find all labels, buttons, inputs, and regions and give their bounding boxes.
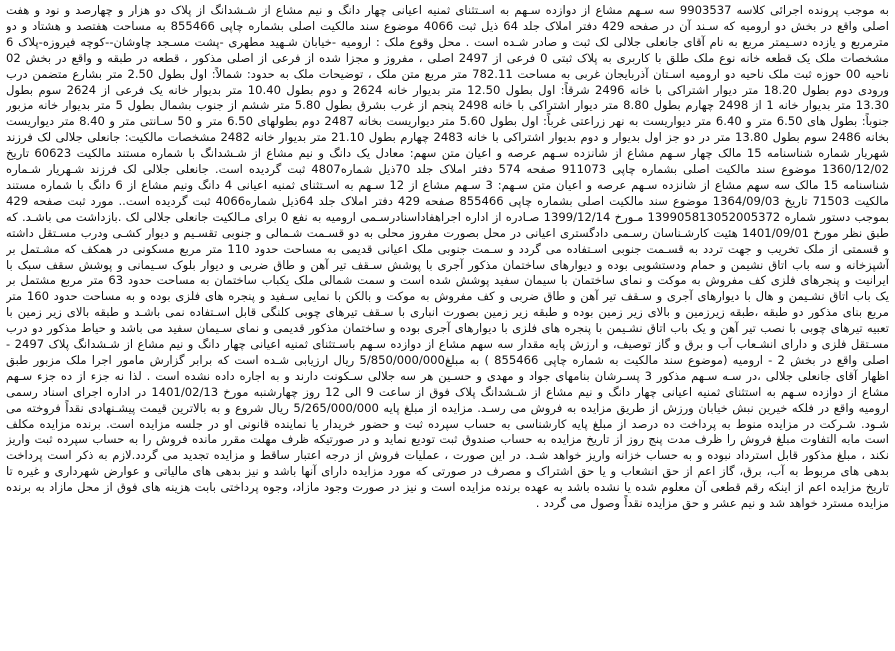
notice-body-text: به موجب پرونده اجرائی کلاسه 9903537 سه سـهم مشاع از دوازده سـهم به اسـتثنای ثمنیه اعیانی چهار دانگ و نیم مشاع از شـشدانگ از پلاک دو هزار و چهارصد و نود و هفت اصلی واقع در بخش دو ارومیه که سـند آن در صفحه 429 دفتر املاک جلد 64 ذیل ثبت 4066 موضوع سند مالکیت اصلی بشماره چاپی 855466 به مساحت هفتصد و هشتاد و دو مترمربع و یازده دسـیمتر مربع به نام آقای جانعلی جلالی لک ثبت و صادر شـده است . محل وقوع ملک : ارومیه -خیابان شـهید مطهری -پشت مسـجد چاوشان--کوچه فیروزه-پلاک 6 مشخصات ملک یک قطعه خانه نوع ملک طلق با کاربری به پلاک ثبتی 0 فرعی از 2497 اصلی ، مفروز و مجزا شده از فرعی از اصلی مذکور ، قطعه در طبقه و واقع در بخش 02 ناحیه 00 حوزه ثبت ملک ناحیه دو ارومیه اسـتان آذربایجان غربی به مساحت 782.11 متر مربع متن ملک ، توضیحات ملک به حدود: شمالاً: اول بطول 2.50 متر بشارع متضمن درب ورودی دوم بطول 18.20 متر دیوار اشتراکی با خانه 2496 شرقاً: اول بطول 12.50 متر بدیوار خانه 2624 و دوم بطول 10.40 متر بدیوار خانه یک فرعی از 2624 سوم بطول 13.30 متر بدیوار خانه 1 از 2498 چهارم بطول 8.80 متر دیوار اشتراکی با خانه 2498 پنجم از غرب بشرق بطول 5.80 متر ششم از جنوب بشمال بطول 5 متر بدیوار خانه مزبور جنوباً: بطول های 6.50 متر و 6.40 متر دیواریست به نهر زراعتی غرباً: اول بطول 5.60 متر دیواریست بخانه 2487 دوم بطولهای 6.50 متر و 50 سـانتی متر و 8.40 متر دیواریست بخانه 2486 سوم بطول 13.80 متر در دو جز اول بدیوار و دوم بدیوار اشتراکی با خانه 2483 چهارم بطول 21.10 متر بدیوار خانه 2482 مشخصات مالکیت: جانعلی جلالی لک فرزند شهریار شماره شناسنامه 15 مالک چهار سـهم مشاع از شانزده سـهم عرصه و اعیان متن سهم: معادل یک دانگ و نیم مشاع از شـشدانگ با شماره مستند مالکیت 60623 تاریخ 1360/12/02 موضوع سند مالکیت اصلی بشماره چاپی 911073 صفحه 574 دفتر املاک جلد 70ذیل شماره4807 ثبت گردیده است. جانعلی جلالی لک فرزند شـهریار شـماره شناسنامه 15 مالک سه سهم مشاع از شانزده سـهم عرصه و اعیان متن سـهم: 3 سـهم مشاع از 12 سـهم به اسـتثنای ثمنیه اعیانی 4 دانگ ونیم مشاع از 6 دانگ با شماره مستند مالکیت 71503 تاریخ 1364/09/03 موضوع سند مالکیت اصلی بشماره چاپی 855466 صفحه 429 دفتر املاک جلد 64ذیل شماره4066 ثبت گردیده است.. مورد ثبت صفحه 429 بموجب دستور شماره 139905813052005372 مـورخ 1399/12/14 صـادره از اداره اجراهفاداسنادرسـمی ارومیه به نفع 0 برای مـالکیت جانعلی جلالی لک .بازداشت می باشـد. که طبق نظر مورخ 1401/09/01 هئیت کارشـناسان رسـمی دادگستری اعیانی در محل بصورت مفروز محلی به دو قسـمت شـمالی و جنوبی تقسـیم و دیوار کشـی ودرب مسـتقل داشته و قسمتی از ملک تخریب و جهت تردد به قسـمت جنوبی اسـتفاده می گردد و سـمت جنوبی ملک اعیانی قدیمی به مساحت حدود 110 متر مربع مسکونی در همکف که مشـتمل بر آشپزخانه و سه باب اتاق نشیمن و حمام ودستشویی بوده و دیوارهای ساختمان مذکور آجری با پوشش سـقف تیر آهن و طاق ضربی و دیوار بلوک سـیمانی و پوشش سقف سبک با ایرانیت و پنجرهای فلزی کف مفروش به موکت و نمای ساختمان با سیمان سفید پوشش شده است و سمت شمالی ملک یکباب ساختمان به مساحت حدود 63 متر مربع مشتمل بر یک باب اتاق نشـیمن و هال با دیوارهای آجری و سـقف تیر آهن و طاق ضربی و کف مفروش به موکت و بالکن با نمایی سـفید و پنجره های فلزی بوده و به مساحت حدود 160 متر مربع بنای مذکور دو طبقه ،طبقه زیرزمین و بالای زیر زمین بوده و طبقه زیر زمین بصورت انباری با سـقف تیرهای چوبی کلنگی قابل اسـتفاده نمی باشـد و طبقه بالای زیر زمین با تعبیه تیرهای چوبی با نصب تیر آهن و یک باب اتاق نشـیمن با پنجره های فلزی با دیوارهای آجری بوده و ساختمان مذکور قدیمی و نمای سـیمان سفید می باشد و حیاط مذکور دو درب مسـتقل فلزی و دارای انشـعاب آب و برق و گاز توصیف، و ارزش پایه مقدار سه سهم مشاع از دوازده سـهم باسـتثنای ثمنیه اعیانی چهار دانگ و نیم مشاع از شـشدانگ پلاک 2497 - اصلی واقع در بخش 2 - ارومیه (موضوع سند مالکیت به شماره چاپی 855466 ) به مبلغ5/850/000/000 ریال ارزیابی شـده است که برابر گزارش مامور اجرا ملک مزبور طبق اظهار آقای جانعلی جلالی ،در سـه سـهم مذکور 3 پسـرشان بنامهای جواد و مهدی و حسـین هر سه جلالی سـکونت دارند و به اجاره داده نشده است . لذا نه جزء از ده جزء سـهم مشاع از دوازده سـهم به استثنای ثمنیه اعیانی چهار دانگ و نیم مشاع از شـشدانگ پلاک فوق از ساعت 9 الی 12 روز چهارشنبه مورخ 1401/02/13 در اداره اجرای اسناد رسمی ارومیه واقع در فلکه خیرین نبش خیابان ورزش از طریق مزایده به فروش می رسـد. مزایده از مبلغ پایه 5/265/000/000 ریال شروع و به بالاترین قیمت پیشـنهادی نقداً فروخته می شـود. شـرکت در مزایده منوط به پرداخت ده درصد از مبلغ پایه کارشناسی به حساب سپرده ثبت و حضور خریدار یا نماینده قانونی او در جلسه مزایده است. برنده مزایده مکلف است مابه التفاوت مبلغ فروش را ظرف مدت پنج روز از تاریخ مزایده به حساب صندوق ثبت تودیع نماید و در صورتیکه ظرف مهلت مقرر مانده فروش را به حساب سپرده ثبت واریز نکند ، مبلغ مذکور قابل استرداد نبوده و به حساب خزانه واریز خواهد شـد. در این صورت ، عملیات فروش از درجه اعتبار ساقط و مزایده تجدید می گردد.لازم به ذکر است پرداخت بدهی های مربوط به آب، برق، گاز اعم از حق انشعاب و یا حق اشتراک و مصرف در صورتی که مورد مزایده دارای آنها باشد و نیز بدهی های مالیاتی و عوارض شهرداری و غیره تا تاریخ مزایده اعم از اینکه رقم قطعی آن معلوم شده یا نشده باشد به عهده برنده مزایده است و نیز در صورت وجود مازاد، وجوه پرداختی بابت هزینه های فوق از محل مازاد به برنده مزایده مسترد خواهد شد و نیم عشر و حق مزایده نقداً وصول می گردد . (6, 3, 889, 511)
notice-document (6, 3, 889, 648)
